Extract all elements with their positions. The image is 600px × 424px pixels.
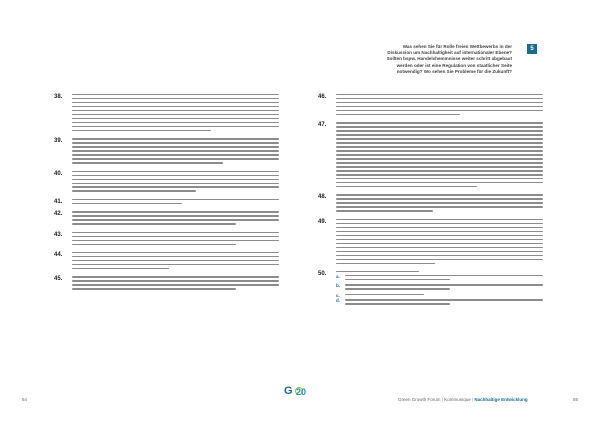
paragraph-number: 45. [54,276,63,283]
text-line [72,154,279,155]
text-line [336,202,543,203]
text-line [72,142,279,143]
text-line [72,190,196,191]
text-line [345,288,450,289]
text-line [336,231,543,232]
question-line: Was sehen Sie für Rolle freien Wettbewerbs in der [402,44,512,49]
text-line [336,110,543,111]
text-line [72,240,279,241]
paragraph [54,252,279,269]
text-line [72,102,279,103]
text-line [72,122,279,123]
text-line [336,251,543,252]
text-line [336,102,543,103]
text-line [336,130,543,131]
sub-item-label: d. [336,298,340,304]
text-line [336,259,543,260]
g20-logo [284,384,318,398]
sub-item [336,284,543,289]
text-line [72,232,279,233]
paragraph-number: 49. [318,218,327,225]
text-line [336,178,543,179]
text-line [336,162,543,163]
text-line [72,110,279,111]
paragraph [54,138,279,163]
sub-item-label: b. [336,283,340,289]
text-line [72,203,182,204]
text-line [336,170,543,171]
text-line [72,179,279,180]
breadcrumb: Green Growth Forum | Kommunique | Nachhaltige Entwicklung [398,397,528,402]
text-line [72,252,279,253]
sub-item-label: c. [336,292,340,298]
text-line [72,268,169,269]
text-line [72,199,279,200]
text-line [336,122,543,123]
text-line [72,118,279,119]
page-number-left: 64 [22,397,28,402]
paragraph [318,219,543,264]
paragraph-number: 39. [54,138,63,145]
question-line: notwendig? Wo sehen Sie Probleme für die Zukunft? [396,68,512,74]
text-line [72,126,279,127]
breadcrumb-item-active: Nachhaltige Entwicklung [474,397,528,402]
text-line [336,198,543,199]
paragraph [318,194,543,211]
right-column [318,94,543,312]
text-line [345,284,543,285]
text-line [336,142,543,143]
paragraph [54,94,279,131]
breadcrumb-item: Green Growth Forum [398,397,441,402]
paragraph [318,122,543,187]
text-line [336,194,543,195]
text-line [336,247,543,248]
sub-item [336,275,543,280]
paragraph-number: 40. [54,170,63,177]
paragraph-number: 48. [318,194,327,201]
text-line [336,126,543,127]
paragraph [318,94,543,115]
text-line [72,114,279,115]
logo-number: 20 [296,387,307,397]
text-line [336,271,419,272]
section-badge: 5 [527,44,537,54]
paragraph [54,276,279,289]
text-line [72,98,279,99]
paragraph-number: 38. [54,94,63,100]
text-line [345,303,450,304]
text-line [72,150,279,151]
text-line [336,138,543,139]
sub-item [336,292,543,298]
text-line [336,227,543,228]
paragraph-number: 43. [54,231,63,238]
paragraph-number: 47. [318,122,327,129]
text-line [336,134,543,135]
logo-letter: G [284,385,293,397]
paragraph-number: 46. [318,94,327,100]
text-line [72,94,279,95]
text-line [72,244,236,245]
text-line [72,276,279,277]
text-line [336,174,543,175]
text-line [72,288,236,289]
text-line [336,146,543,147]
question-line: Sollten bspw. Handelshemmnisse weiter schritt abgebaut [386,56,512,62]
paragraph [54,171,279,192]
text-line [336,182,543,183]
text-line [336,186,477,187]
text-line [72,130,211,131]
text-line [72,219,279,220]
paragraph [54,199,279,204]
text-line [345,294,424,295]
text-line [72,211,279,212]
text-line [345,275,543,276]
text-line [336,98,543,99]
sub-item-label: a. [336,273,340,279]
paragraph-number: 50. [318,271,327,277]
text-line [336,219,543,220]
text-line [72,264,279,265]
paragraph [54,211,279,224]
text-line [336,210,433,211]
text-line [336,158,543,159]
text-line [336,255,543,256]
text-line [72,215,279,216]
paragraph-number: 41. [54,198,63,205]
text-line [72,256,279,257]
text-line [72,162,223,163]
paragraph [54,232,279,245]
text-line [72,106,279,107]
text-line [72,146,279,147]
text-line [72,284,279,285]
text-line [336,150,543,151]
text-line [336,106,543,107]
text-line [336,263,435,264]
text-line [345,279,450,280]
text-line [72,236,279,237]
text-line [336,114,460,115]
text-line [72,138,279,139]
text-line [336,223,543,224]
page-number-right: 65 [572,397,578,402]
text-line [72,223,236,224]
text-line [72,260,279,261]
text-line [72,175,279,176]
text-line [72,280,279,281]
text-line [336,206,543,207]
text-line [72,171,279,172]
text-line [336,235,543,236]
breadcrumb-item: Kommunique [444,397,471,402]
text-line [336,94,543,95]
text-line [72,186,279,187]
question-block [312,44,512,75]
text-line [336,166,543,167]
text-line [72,183,279,184]
text-line [336,154,543,155]
text-line [336,239,543,240]
question-line: werden oder ist eine Regulation von staatlicher Seite [396,62,512,68]
paragraph-number: 44. [54,251,63,258]
paragraph [318,271,543,305]
text-line [345,299,543,300]
left-column [54,94,279,297]
paragraph-number: 42. [54,211,63,218]
text-line [72,158,279,159]
question-line: Diskussion um Nachhaltigkeit auf internationaler Ebene? [387,50,512,56]
sub-item [336,299,543,304]
text-line [336,243,543,244]
